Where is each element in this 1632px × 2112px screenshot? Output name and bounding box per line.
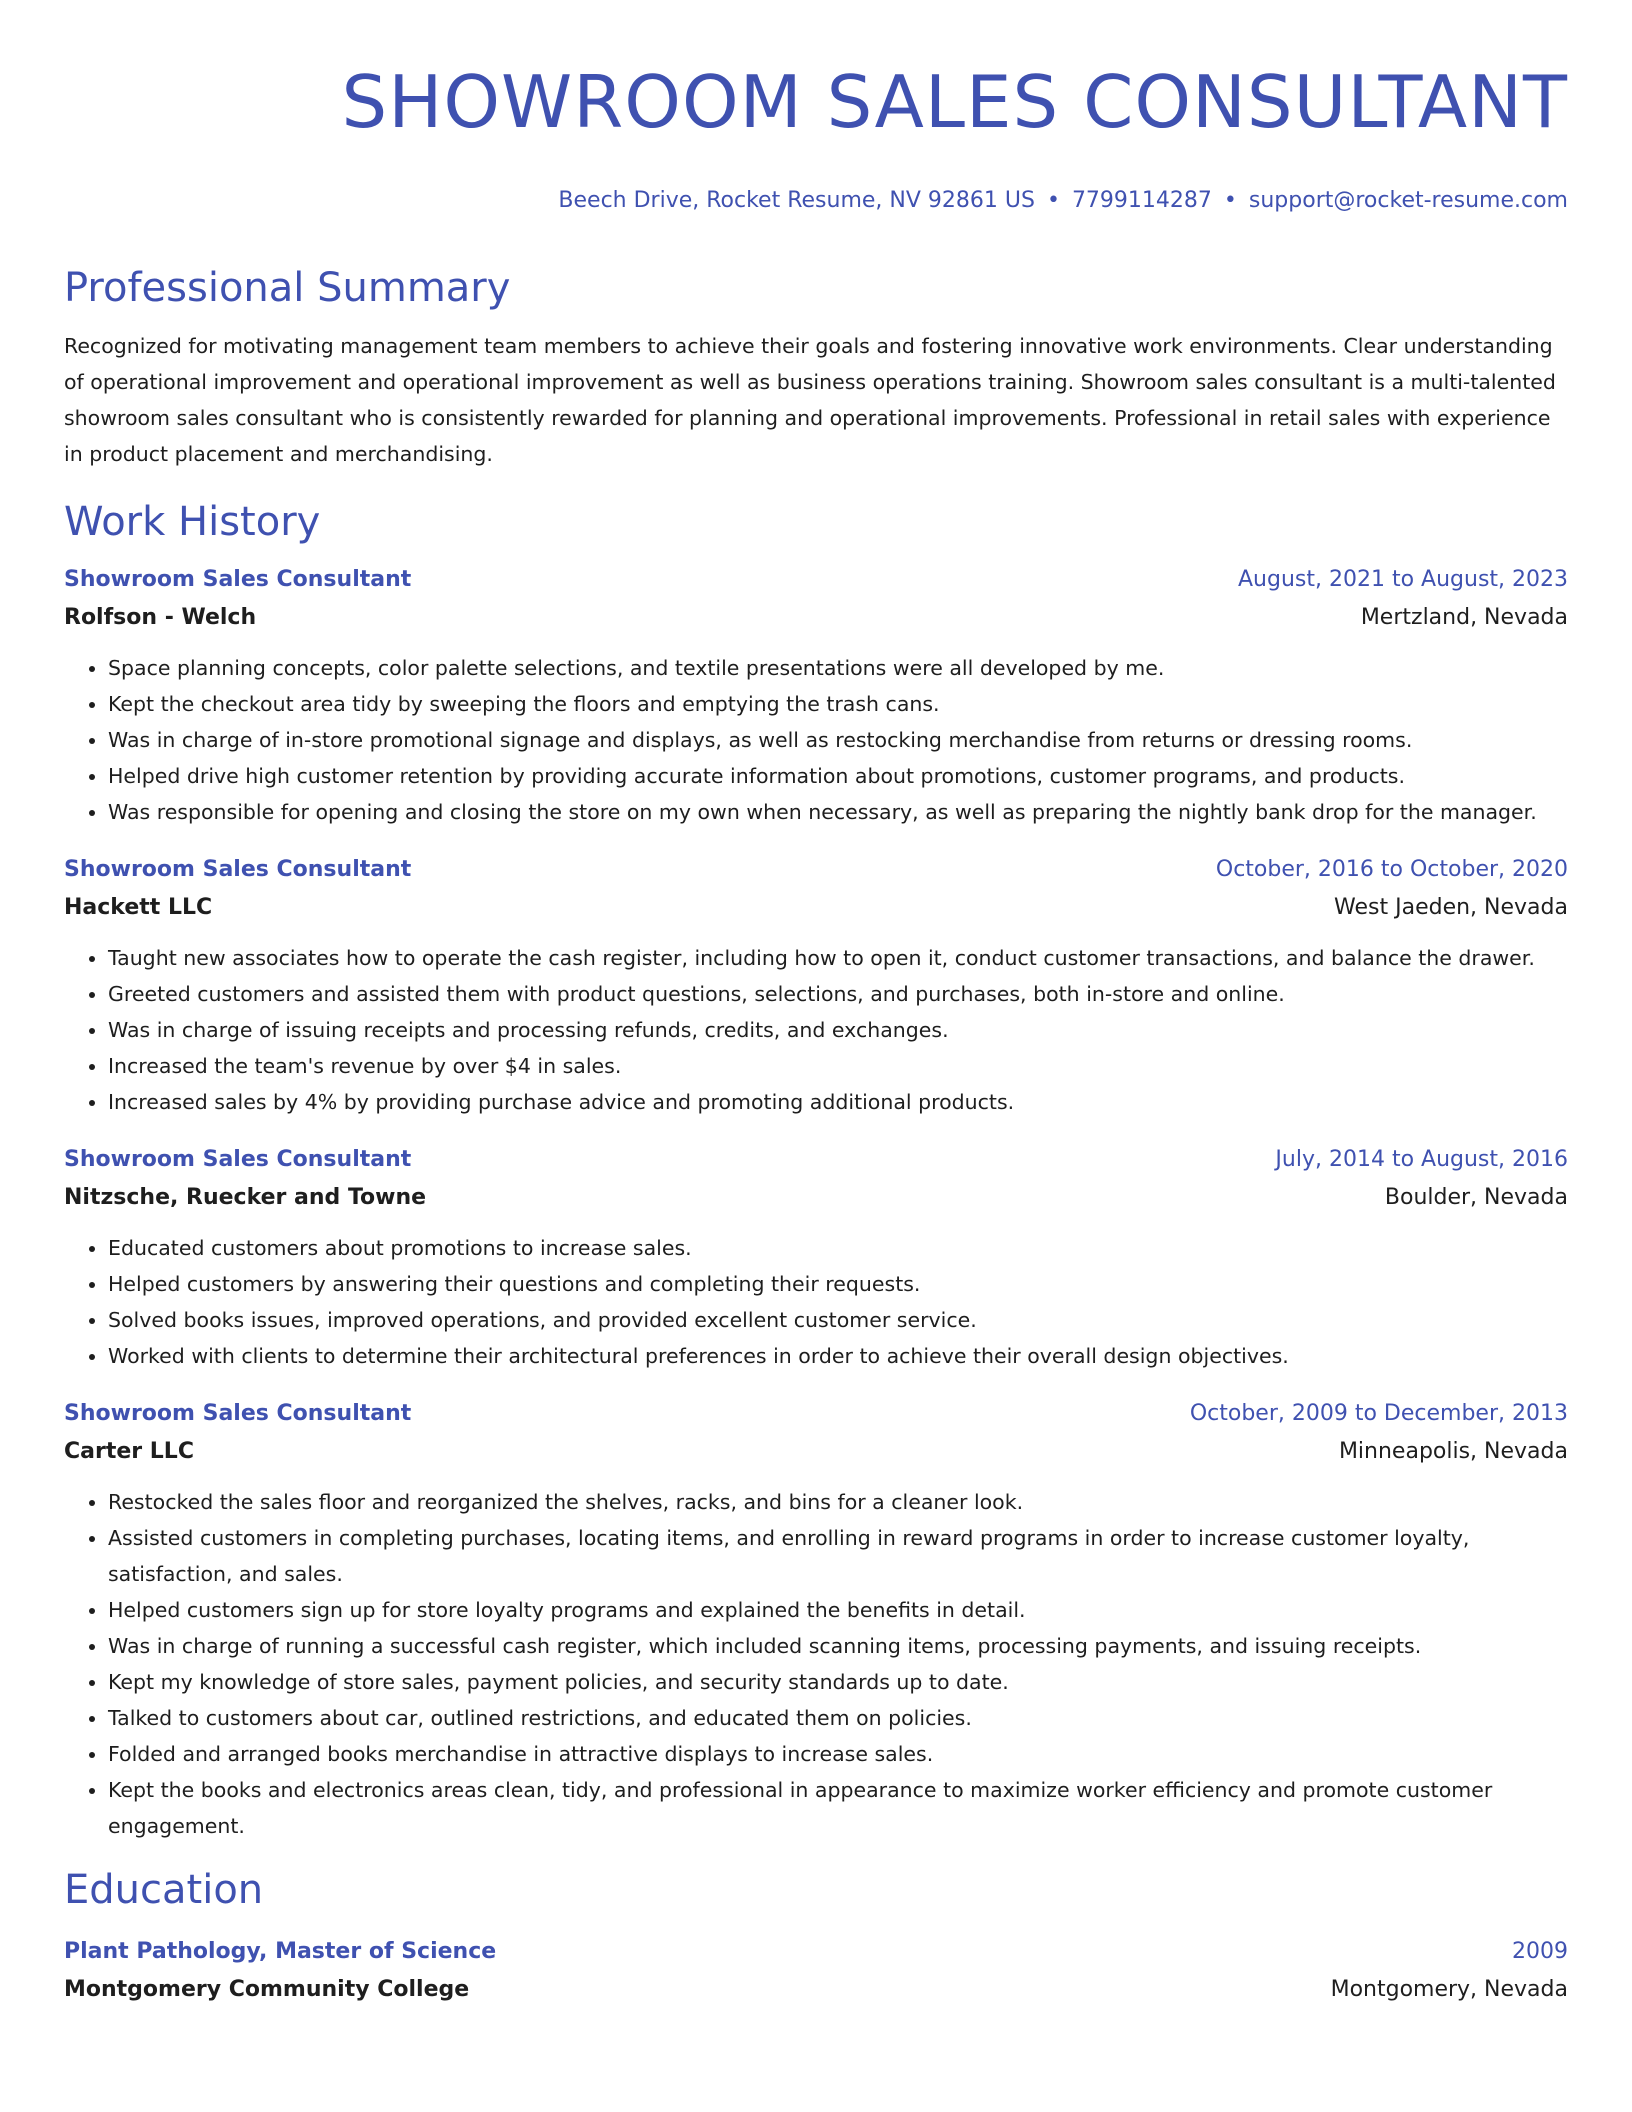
- job-title: Showroom Sales Consultant: [64, 567, 412, 592]
- contact-phone: 7799114287: [1071, 188, 1212, 213]
- job-bullet: • Assisted customers in completing purchases, locating items, and enrolling in reward programs in order to increase customer loyalty, satisfaction, and sales.: [108, 1520, 1568, 1592]
- job-bullet: • Kept the books and electronics areas clean, tidy, and professional in appearance to maximize worker efficiency and promote customer engagement.: [108, 1772, 1568, 1844]
- job-location: Mertzland, Nevada: [1360, 605, 1568, 630]
- job-bullet: • Was in charge of running a successful cash register, which included scanning items, processing payments, and issuing receipts.: [108, 1628, 1568, 1664]
- job-bullets: [64, 1230, 1568, 1374]
- job-bullet: • Folded and arranged books merchandise in attractive displays to increase sales.: [108, 1736, 1568, 1772]
- education-year: 2009: [1512, 1939, 1568, 1964]
- job-bullet: • Helped customers by answering their questions and completing their requests.: [108, 1266, 1568, 1302]
- job-bullet: • Space planning concepts, color palette selections, and textile presentations were all developed by me.: [108, 650, 1568, 686]
- job-location: Minneapolis, Nevada: [1338, 1439, 1568, 1464]
- job-company: Hackett LLC: [64, 895, 213, 920]
- job-dates: August, 2021 to August, 2023: [1238, 567, 1568, 592]
- job-company: Carter LLC: [64, 1439, 194, 1464]
- job-bullet: • Helped customers sign up for store loyalty programs and explained the benefits in detail.: [108, 1592, 1568, 1628]
- work-history-section-title: Work History: [64, 499, 321, 545]
- job-title: Showroom Sales Consultant: [64, 1147, 412, 1172]
- education-location: Montgomery, Nevada: [1330, 1977, 1568, 2002]
- job-bullets: [64, 1484, 1568, 1844]
- education-entry: [64, 1936, 1568, 2006]
- job-title: Showroom Sales Consultant: [64, 857, 412, 882]
- contact-separator: •: [1223, 188, 1237, 213]
- job-bullet: • Increased sales by 4% by providing purchase advice and promoting additional products.: [108, 1084, 1568, 1120]
- job-bullet: • Was in charge of issuing receipts and processing refunds, credits, and exchanges.: [108, 1012, 1568, 1048]
- job-bullet: • Talked to customers about car, outlined restrictions, and educated them on policies.: [108, 1700, 1568, 1736]
- job-company: Nitzsche, Ruecker and Towne: [64, 1185, 427, 1210]
- job-bullets: [64, 940, 1568, 1120]
- education-degree: Plant Pathology, Master of Science: [64, 1939, 497, 1964]
- job-company: Rolfson - Welch: [64, 605, 257, 630]
- work-history-list: [64, 564, 1568, 1844]
- education-school: Montgomery Community College: [64, 1977, 470, 2002]
- job-entry: [64, 564, 1568, 830]
- job-bullet: • Was in charge of in-store promotional signage and displays, as well as restocking merchandise from returns or dressing rooms.: [108, 722, 1568, 758]
- job-dates: October, 2016 to October, 2020: [1215, 857, 1568, 882]
- job-title: Showroom Sales Consultant: [64, 1401, 412, 1426]
- job-dates: July, 2014 to August, 2016: [1275, 1147, 1568, 1172]
- job-bullet: • Worked with clients to determine their architectural preferences in order to achieve their overall design objectives.: [108, 1338, 1568, 1374]
- job-bullet: • Was responsible for opening and closing the store on my own when necessary, as well as preparing the nightly bank drop for the manager.: [108, 794, 1568, 830]
- job-entry: [64, 854, 1568, 1120]
- job-location: West Jaeden, Nevada: [1334, 895, 1568, 920]
- job-bullet: • Helped drive high customer retention by providing accurate information about promotions, customer programs, and products.: [108, 758, 1568, 794]
- job-bullet: • Restocked the sales floor and reorganized the shelves, racks, and bins for a cleaner look.: [108, 1484, 1568, 1520]
- summary-section-title: Professional Summary: [64, 265, 511, 311]
- contact-address: Beech Drive, Rocket Resume, NV 92861 US: [558, 188, 1035, 213]
- contact-line: [64, 186, 1568, 216]
- job-bullet: • Educated customers about promotions to increase sales.: [108, 1230, 1568, 1266]
- job-bullets: [64, 650, 1568, 830]
- job-bullet: • Increased the team's revenue by over $4 in sales.: [108, 1048, 1568, 1084]
- education-section-title: Education: [64, 1867, 264, 1913]
- job-bullet: • Solved books issues, improved operations, and provided excellent customer service.: [108, 1302, 1568, 1338]
- job-bullet: • Taught new associates how to operate the cash register, including how to open it, conduct customer transactions, and balance the drawer.: [108, 940, 1568, 976]
- contact-email: support@rocket-resume.com: [1248, 188, 1568, 213]
- job-bullet: • Kept my knowledge of store sales, payment policies, and security standards up to date.: [108, 1664, 1568, 1700]
- job-bullet: • Greeted customers and assisted them with product questions, selections, and purchases, both in-store and online.: [108, 976, 1568, 1012]
- job-bullet: • Kept the checkout area tidy by sweeping the floors and emptying the trash cans.: [108, 686, 1568, 722]
- resume-name-heading: SHOWROOM SALES CONSULTANT: [341, 60, 1568, 144]
- summary-text: Recognized for motivating management team members to achieve their goals and fostering innovative work environments. Clear understanding of operational improvement and operational improvement as well as business operations training. Showroom sales consultant is a multi-talented showroom sales consultant who is consistently rewarded for planning and operational improvements. Professional in retail sales with experience in product placement and merchandising.: [64, 334, 1556, 466]
- job-dates: October, 2009 to December, 2013: [1189, 1401, 1568, 1426]
- job-location: Boulder, Nevada: [1384, 1185, 1568, 1210]
- contact-separator: •: [1046, 188, 1060, 213]
- job-entry: [64, 1398, 1568, 1844]
- job-entry: [64, 1144, 1568, 1374]
